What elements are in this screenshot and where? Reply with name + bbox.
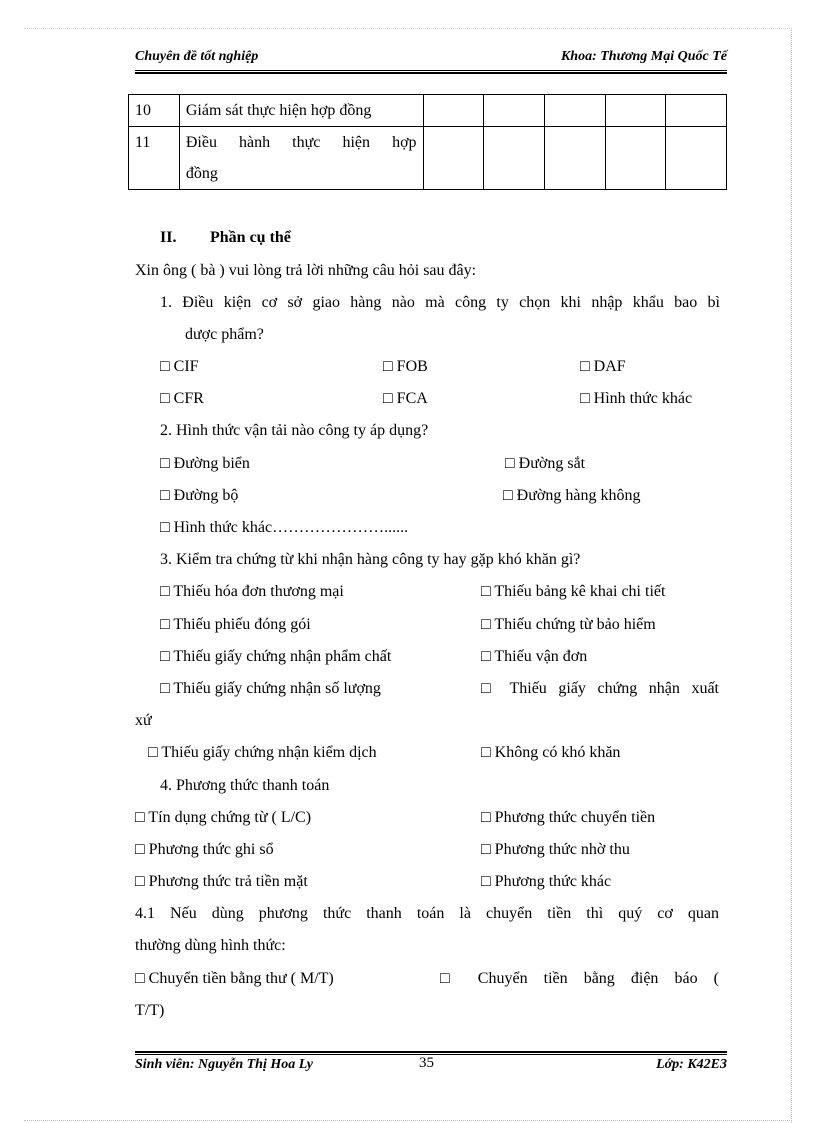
- table-row: [129, 127, 727, 190]
- option-letter-of-credit[interactable]: □ Tín dụng chứng từ ( L/C): [135, 809, 312, 826]
- option-other-term[interactable]: □ Hình thức khác: [580, 390, 693, 407]
- option-cif[interactable]: □ CIF: [160, 358, 199, 375]
- option-missing-detail-list[interactable]: □ Thiếu bảng kê khai chi tiết: [481, 583, 666, 600]
- page-header: [135, 49, 727, 69]
- table-cell: [666, 95, 727, 127]
- option-cfr[interactable]: □ CFR: [160, 390, 204, 407]
- page-bottom-edge: [24, 1120, 792, 1121]
- table-cell: [423, 95, 484, 127]
- option-sea[interactable]: □ Đường biển: [160, 455, 250, 472]
- row-label-line: Điều hành thực hiện hợp: [185, 134, 417, 151]
- table-cell: [544, 127, 605, 190]
- question-4-1: 4.1 Nếu dùng phương thức thanh toán là chuyển tiền thì quý cơ quan: [135, 905, 719, 922]
- option-missing-insurance[interactable]: □ Thiếu chứng từ bảo hiểm: [481, 616, 656, 633]
- intro-text: Xin ông ( bà ) vui lòng trả lời những câu hỏi sau đây:: [135, 262, 477, 279]
- option-telegraphic-transfer[interactable]: □ Chuyển tiền bằng điện báo (: [440, 970, 719, 987]
- table-cell: [484, 95, 545, 127]
- row-label: [179, 127, 423, 190]
- option-missing-origin-cert-cont: xứ: [135, 712, 152, 729]
- page-number: 35: [419, 1055, 434, 1071]
- option-road[interactable]: □ Đường bộ: [160, 487, 239, 504]
- row-label-line: Giám sát thực hiện hợp đồng: [185, 102, 372, 119]
- option-missing-bill-of-lading[interactable]: □ Thiếu vận đơn: [481, 648, 588, 665]
- option-telegraphic-transfer-cont: T/T): [135, 1002, 165, 1019]
- option-collection[interactable]: □ Phương thức nhờ thu: [481, 841, 630, 858]
- option-rail[interactable]: □ Đường sắt: [505, 455, 586, 472]
- table-cell: [484, 127, 545, 190]
- question-4-1-cont: thường dùng hình thức:: [135, 937, 286, 954]
- option-fob[interactable]: □ FOB: [383, 358, 428, 375]
- option-daf[interactable]: □ DAF: [580, 358, 626, 375]
- table-cell: [423, 127, 484, 190]
- row-number: 10: [129, 95, 180, 127]
- section-number: II.: [160, 229, 177, 246]
- footer-class: Lớp: K42E3: [656, 1057, 727, 1072]
- question-3: 3. Kiểm tra chứng từ khi nhận hàng công ty hay gặp khó khăn gì?: [160, 551, 581, 568]
- question-1-cont: dược phẩm?: [185, 326, 264, 343]
- option-other-payment[interactable]: □ Phương thức khác: [481, 873, 612, 890]
- section-title: Phần cụ thể: [210, 229, 291, 246]
- page-border: [24, 28, 792, 1123]
- option-mail-transfer[interactable]: □ Chuyển tiền bằng thư ( M/T): [135, 970, 334, 987]
- table-row: [129, 95, 727, 127]
- row-label: [179, 95, 423, 127]
- header-rule-thin: [135, 70, 727, 71]
- criteria-table: [128, 94, 727, 190]
- footer-rule-thick: [135, 1051, 727, 1053]
- option-no-difficulty[interactable]: □ Không có khó khăn: [481, 744, 621, 761]
- option-remittance[interactable]: □ Phương thức chuyển tiền: [481, 809, 656, 826]
- option-missing-quantity-cert[interactable]: □ Thiếu giấy chứng nhận số lượng: [160, 680, 381, 697]
- question-1: 1. Điều kiện cơ sở giao hàng nào mà công ty chọn khi nhập khẩu bao bì: [160, 294, 720, 311]
- option-missing-invoice[interactable]: □ Thiếu hóa đơn thương mại: [160, 583, 344, 600]
- header-left: Chuyên đề tốt nghiệp: [135, 49, 259, 64]
- table-cell: [605, 95, 666, 127]
- table-cell: [605, 127, 666, 190]
- table-cell: [666, 127, 727, 190]
- question-4: 4. Phương thức thanh toán: [160, 777, 330, 794]
- option-open-account[interactable]: □ Phương thức ghi sổ: [135, 841, 274, 858]
- header-right: Khoa: Thương Mại Quốc Tế: [560, 49, 727, 64]
- option-missing-quarantine-cert[interactable]: □ Thiếu giấy chứng nhận kiểm dịch: [148, 744, 377, 761]
- option-missing-origin-cert[interactable]: □ Thiếu giấy chứng nhận xuất: [481, 680, 719, 697]
- option-air[interactable]: □ Đường hàng không: [503, 487, 641, 504]
- footer-student: Sinh viên: Nguyễn Thị Hoa Ly: [135, 1057, 313, 1072]
- option-cash[interactable]: □ Phương thức trả tiền mặt: [135, 873, 308, 890]
- row-label-line: đồng: [185, 165, 218, 182]
- header-rule-thick: [135, 72, 727, 74]
- option-missing-quality-cert[interactable]: □ Thiếu giấy chứng nhận phẩm chất: [160, 648, 392, 665]
- option-other-transport[interactable]: □ Hình thức khác…………………......: [160, 519, 409, 536]
- option-missing-packing-list[interactable]: □ Thiếu phiếu đóng gói: [160, 616, 311, 633]
- row-number: 11: [129, 127, 180, 190]
- table-cell: [544, 95, 605, 127]
- option-fca[interactable]: □ FCA: [383, 390, 428, 407]
- question-2: 2. Hình thức vận tải nào công ty áp dụng?: [160, 422, 429, 439]
